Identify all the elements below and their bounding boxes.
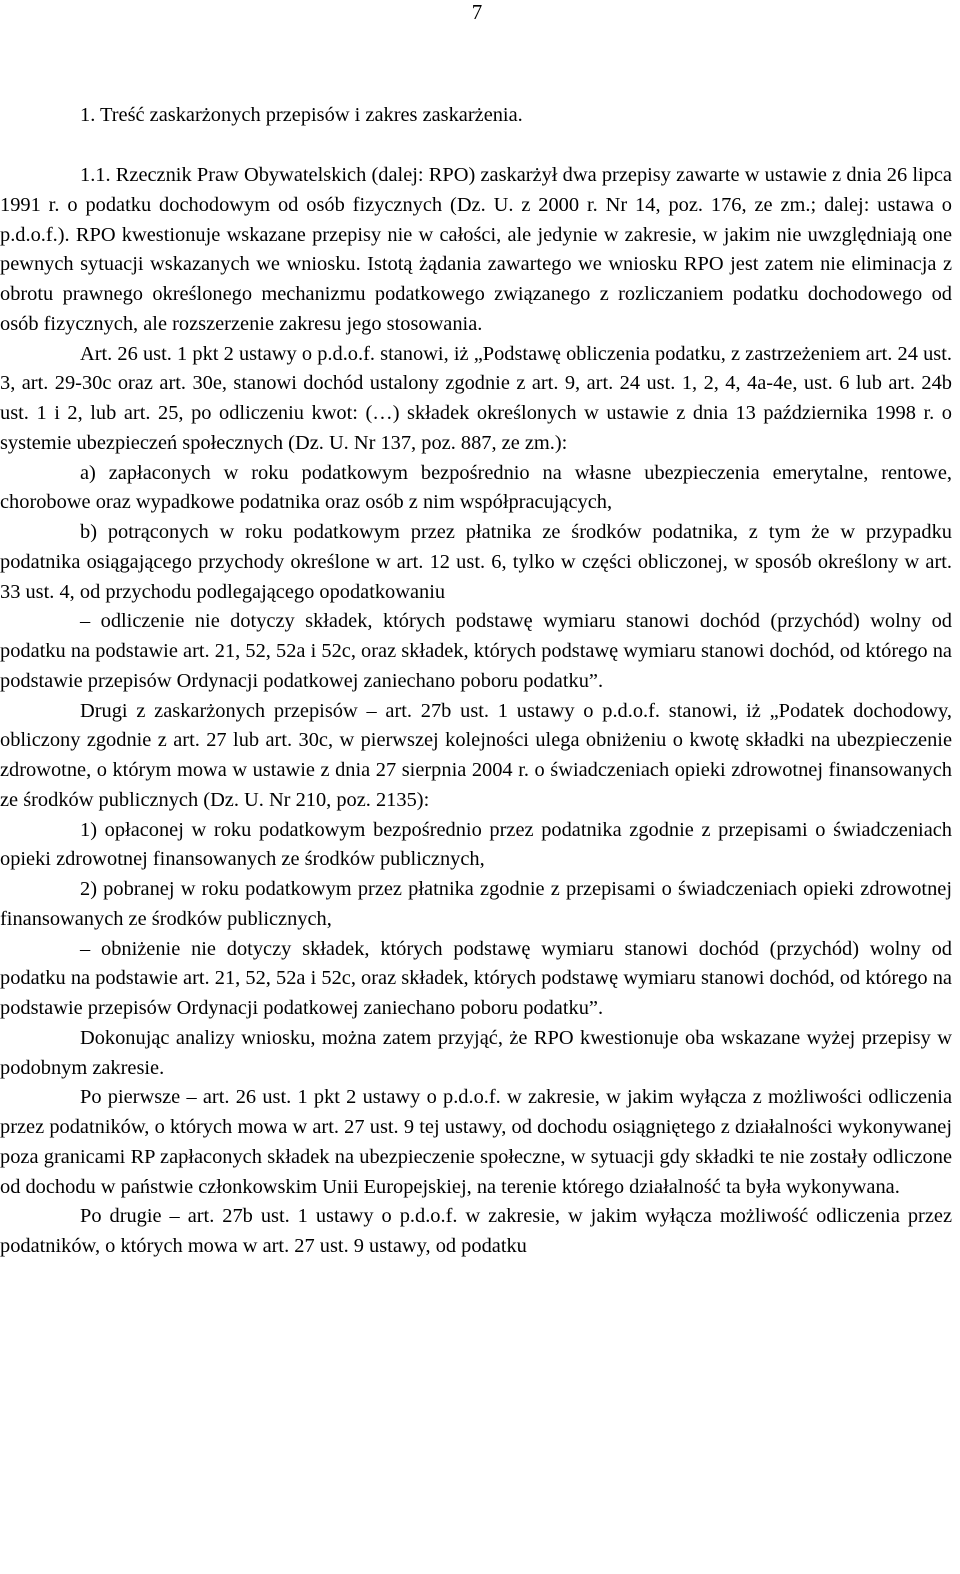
section-heading: 1. Treść zaskarżonych przepisów i zakres zaskarżenia. xyxy=(80,104,523,126)
paragraph-analysis: Dokonując analizy wniosku, można zatem przyjąć, że RPO kwestionuje oba wskazane wyżej przepisy w podobnym zakresie. xyxy=(0,1026,952,1079)
body-text xyxy=(0,161,952,1262)
list-item-1: 1) opłaconej w roku podatkowym bezpośrednio przez podatnika zgodnie z przepisami o świadczeniach opieki zdrowotnej finansowanych ze środków publicznych, xyxy=(0,818,952,871)
list-item-b: b) potrąconych w roku podatkowym przez płatnika ze środków podatnika, z tym że w przypadku podatnika osiągającego przychody określone w art. 12 ust. 6, tylko w części obliczonej, w sposób określony w art. 33 ust. 4, od przychodu podlegającego opodatkowaniu xyxy=(0,521,952,603)
list-item-a: a) zapłaconych w roku podatkowym bezpośrednio na własne ubezpieczenia emerytalne, rentowe, chorobowe oraz wypadkowe podatnika oraz osób z nim współpracujących, xyxy=(0,461,952,514)
paragraph-exclusion-1: – odliczenie nie dotyczy składek, których podstawę wymiaru stanowi dochód (przychód) wolny od podatku na podstawie art. 21, 52, 52a i 52c, oraz składek, których podstawę wymiaru stanowi dochód, od którego na podstawie przepisów Ordynacji podatkowej zaniechano poboru podatku”. xyxy=(0,610,952,692)
paragraph-art-26: Art. 26 ust. 1 pkt 2 ustawy o p.d.o.f. stanowi, iż „Podstawę obliczenia podatku, z zastrzeżeniem art. 24 ust. 3, art. 29-30c oraz art. 30e, stanowi dochód ustalony zgodnie z art. 9, art. 24 ust. 1, 2, 4, 4a-4e, ust. 6 lub art. 24b ust. 1 i 2, lub art. 25, po odliczeniu kwot: (…) składek określonych w ustawie z dnia 13 października 1998 r. o systemie ubezpieczeń społecznych (Dz. U. Nr 137, poz. 887, ze zm.): xyxy=(0,342,952,454)
paragraph-art-27b: Drugi z zaskarżonych przepisów – art. 27b ust. 1 ustawy o p.d.o.f. stanowi, iż „Podatek dochodowy, obliczony zgodnie z art. 27 lub art. 30c, w pierwszej kolejności ulega obniżeniu o kwotę składki na ubezpieczenie zdrowotne, o którym mowa w ustawie z dnia 27 sierpnia 2004 r. o świadczeniach opieki zdrowotnej finansowanych ze środków publicznych (Dz. U. Nr 210, poz. 2135): xyxy=(0,699,952,811)
paragraph-exclusion-2: – obniżenie nie dotyczy składek, których podstawę wymiaru stanowi dochód (przychód) wolny od podatku na podstawie art. 21, 52, 52a i 52c, oraz składek, których podstawę wymiaru stanowi dochód, od którego na podstawie przepisów Ordynacji podatkowej zaniechano poboru podatku”. xyxy=(0,937,952,1019)
paragraph-first-point: Po pierwsze – art. 26 ust. 1 pkt 2 ustawy o p.d.o.f. w zakresie, w jakim wyłącza z możliwości odliczenia przez podatników, o których mowa w art. 27 ust. 9 tej ustawy, od dochodu osiągniętego z działalności wykonywanej poza granicami RP zapłaconych składek na ubezpieczenie społeczne, w sytuacji gdy składki te nie zostały odliczone od dochodu w państwie członkowskim Unii Europejskiej, na terenie którego działalność ta była wykonywana. xyxy=(0,1086,952,1198)
paragraph-1-1: 1.1. Rzecznik Praw Obywatelskich (dalej: RPO) zaskarżył dwa przepisy zawarte w ustawie z dnia 26 lipca 1991 r. o podatku dochodowym od osób fizycznych (Dz. U. z 2000 r. Nr 14, poz. 176, ze zm.; dalej: ustawa o p.d.o.f.). RPO kwestionuje wskazane przepisy nie w całości, ale jedynie w zakresie, w jakim nie uwzględniają one pewnych sytuacji wskazanych we wniosku. Istotą żądania zawartego we wniosku RPO jest zatem nie eliminacja z obrotu prawnego określonego mechanizmu podatkowego związanego z rozliczaniem podatku dochodowego od osób fizycznych, ale rozszerzenie zakresu jego stosowania. xyxy=(0,164,952,335)
page-number: 7 xyxy=(471,0,483,24)
list-item-2: 2) pobranej w roku podatkowym przez płatnika zgodnie z przepisami o świadczeniach opieki zdrowotnej finansowanych ze środków publicznych, xyxy=(0,878,952,930)
paragraph-second-point: Po drugie – art. 27b ust. 1 ustawy o p.d.o.f. w zakresie, w jakim wyłącza możliwość odliczenia przez podatników, o których mowa w art. 27 ust. 9 ustawy, od podatku xyxy=(0,1205,952,1257)
